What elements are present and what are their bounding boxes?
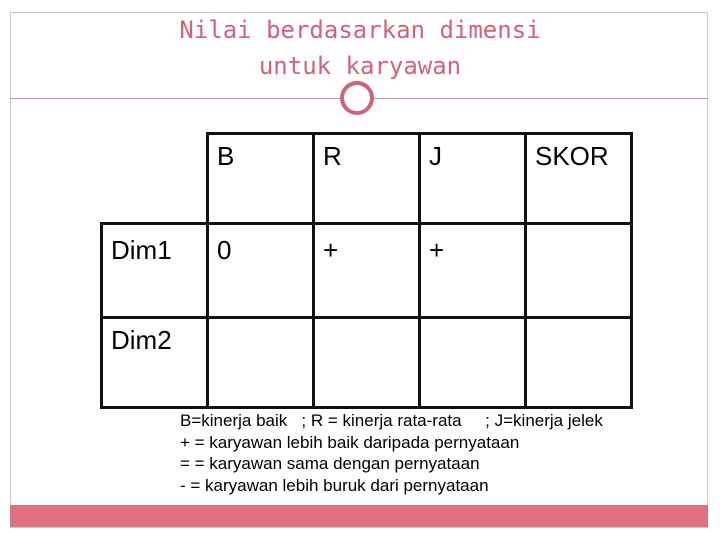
table-row bbox=[102, 224, 632, 318]
table-cell bbox=[526, 318, 632, 408]
table-row bbox=[102, 318, 632, 408]
legend-line: + = karyawan lebih baik daripada pernyataan bbox=[180, 432, 520, 452]
table-corner-cell bbox=[102, 134, 208, 224]
row-label-dim1: Dim1 bbox=[102, 224, 208, 318]
legend-line: = = karyawan sama dengan pernyataan bbox=[180, 454, 480, 473]
title-line-2: untuk karyawan bbox=[258, 52, 462, 80]
table-cell bbox=[314, 318, 420, 408]
table-cell bbox=[526, 224, 632, 318]
table-cell bbox=[420, 318, 526, 408]
table-cell: + bbox=[420, 224, 526, 318]
table-cell: + bbox=[314, 224, 420, 318]
header-cell-b: B bbox=[208, 134, 314, 224]
circle-ornament-icon bbox=[340, 81, 374, 115]
dimension-score-table bbox=[100, 132, 633, 409]
header-cell-j: J bbox=[420, 134, 526, 224]
legend-block bbox=[180, 410, 603, 496]
footer-bar bbox=[10, 505, 708, 527]
table-header-row bbox=[102, 134, 632, 224]
header-cell-r: R bbox=[314, 134, 420, 224]
legend-line: - = karyawan lebih buruk dari pernyataan bbox=[180, 475, 489, 495]
row-label-dim2: Dim2 bbox=[102, 318, 208, 408]
slide-title bbox=[40, 12, 680, 84]
table-cell: 0 bbox=[208, 224, 314, 318]
legend-line: B=kinerja baik ; R = kinerja rata-rata ; J=kinerja jelek bbox=[180, 411, 603, 430]
table-cell bbox=[208, 318, 314, 408]
header-cell-skor: SKOR bbox=[526, 134, 632, 224]
title-line-1: Nilai berdasarkan dimensi bbox=[179, 16, 541, 44]
